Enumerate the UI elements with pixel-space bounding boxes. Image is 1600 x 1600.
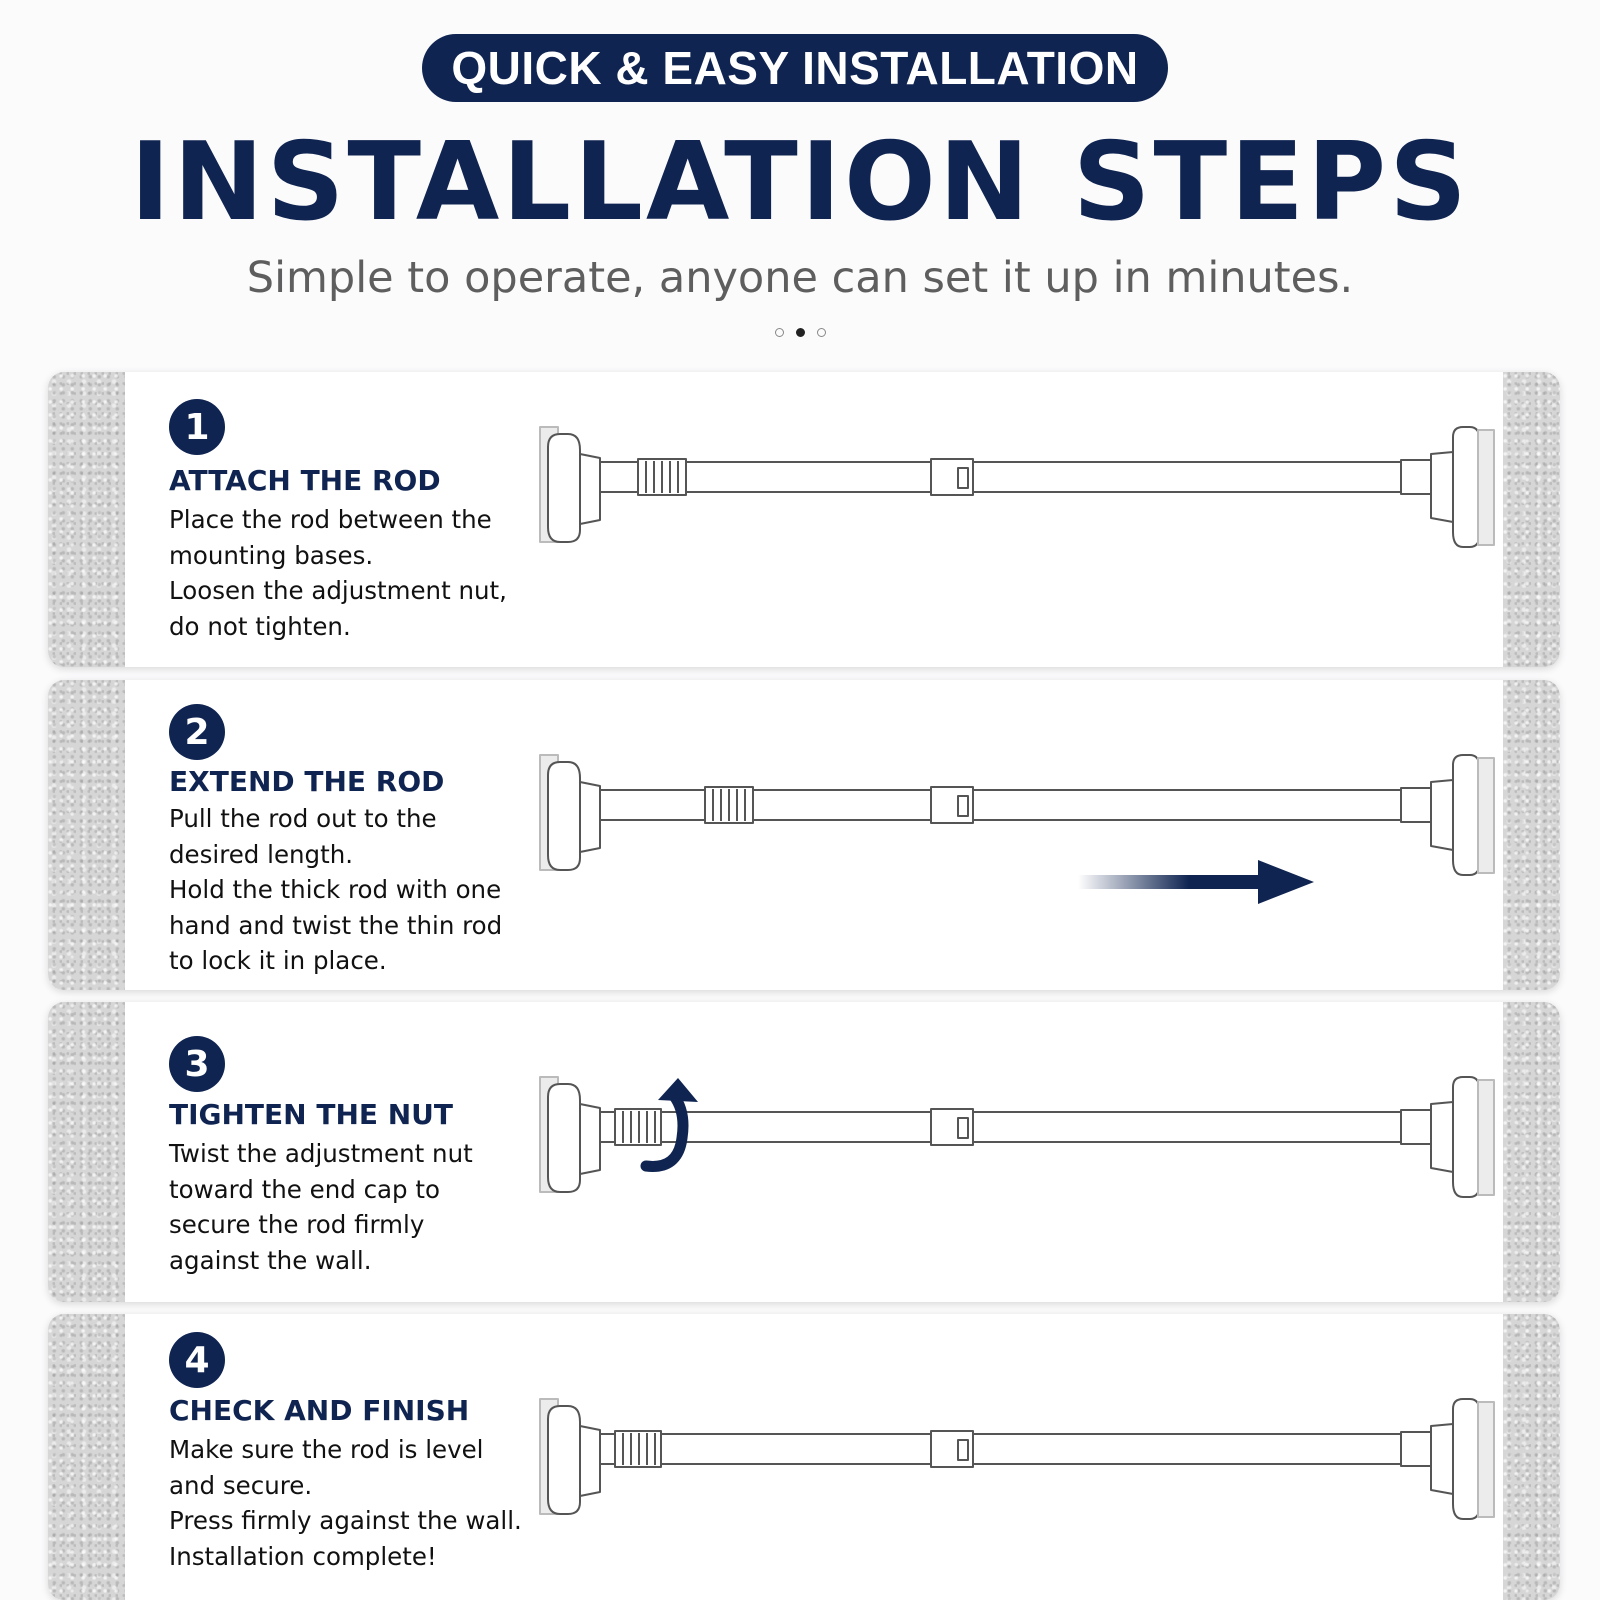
step-card-1: [48, 372, 1560, 667]
wall-texture-left: [48, 1002, 125, 1302]
step-description-line: and secure.: [169, 1470, 313, 1500]
step-description-line: against the wall.: [169, 1245, 372, 1275]
step-description-line: Pull the rod out to the: [169, 804, 437, 833]
wall-texture-right: [1503, 1314, 1560, 1600]
wall-texture-right: [1503, 1002, 1560, 1302]
step-description-line: do not tighten.: [169, 611, 351, 641]
step-description-line: Make sure the rod is level: [169, 1435, 484, 1464]
step-description: [169, 801, 502, 979]
step-description-line: Place the rod between the: [169, 505, 492, 534]
step-title: TIGHTEN THE NUT: [169, 1098, 454, 1131]
step-description-line: Hold the thick rod with one: [169, 875, 502, 904]
rotate-arrow-icon: [616, 1078, 726, 1178]
carousel-dot-1[interactable]: [775, 328, 784, 337]
tension-rod-illustration: [538, 422, 1498, 562]
step-description-line: Twist the adjustment nut: [169, 1139, 473, 1168]
header-badge-label: QUICK & EASY INSTALLATION: [451, 42, 1139, 94]
wall-texture-left: [48, 680, 125, 990]
step-description-line: to lock it in place.: [169, 946, 387, 975]
step-number-badge: 1: [169, 399, 225, 455]
wall-texture-left: [48, 1314, 125, 1600]
step-description: [169, 502, 507, 644]
step-card-3: [48, 1002, 1560, 1302]
tension-rod-illustration: [538, 1394, 1498, 1534]
carousel-dots: [0, 328, 1600, 337]
step-description-line: mounting bases.: [169, 540, 374, 570]
step-description-line: desired length.: [169, 839, 354, 869]
wall-texture-left: [48, 372, 125, 667]
step-description-line: Installation complete!: [169, 1541, 437, 1571]
header-badge: [422, 34, 1168, 102]
step-title: EXTEND THE ROD: [169, 765, 445, 798]
step-title: CHECK AND FINISH: [169, 1394, 470, 1427]
step-description: [169, 1432, 522, 1574]
wall-texture-right: [1503, 372, 1560, 667]
step-number-badge: 3: [169, 1036, 225, 1092]
wall-texture-right: [1503, 680, 1560, 990]
step-description-line: Press firmly against the wall.: [169, 1506, 522, 1535]
step-description: [169, 1136, 473, 1278]
right-arrow-icon: [1078, 858, 1318, 908]
page-title: INSTALLATION STEPS: [130, 120, 1470, 245]
step-description-line: Loosen the adjustment nut,: [169, 576, 507, 605]
step-description-line: secure the rod firmly: [169, 1210, 425, 1239]
step-description-line: hand and twist the thin rod: [169, 910, 503, 940]
carousel-dot-2[interactable]: [796, 328, 805, 337]
step-number-badge: 2: [169, 704, 225, 760]
step-description-line: toward the end cap to: [169, 1174, 440, 1204]
page-subtitle: Simple to operate, anyone can set it up in minutes.: [246, 253, 1354, 303]
step-number-badge: 4: [169, 1332, 225, 1388]
tension-rod-illustration: [538, 750, 1498, 890]
step-card-4: [48, 1314, 1560, 1600]
step-card-2: [48, 680, 1560, 990]
carousel-dot-3[interactable]: [817, 328, 826, 337]
step-title: ATTACH THE ROD: [169, 464, 441, 497]
